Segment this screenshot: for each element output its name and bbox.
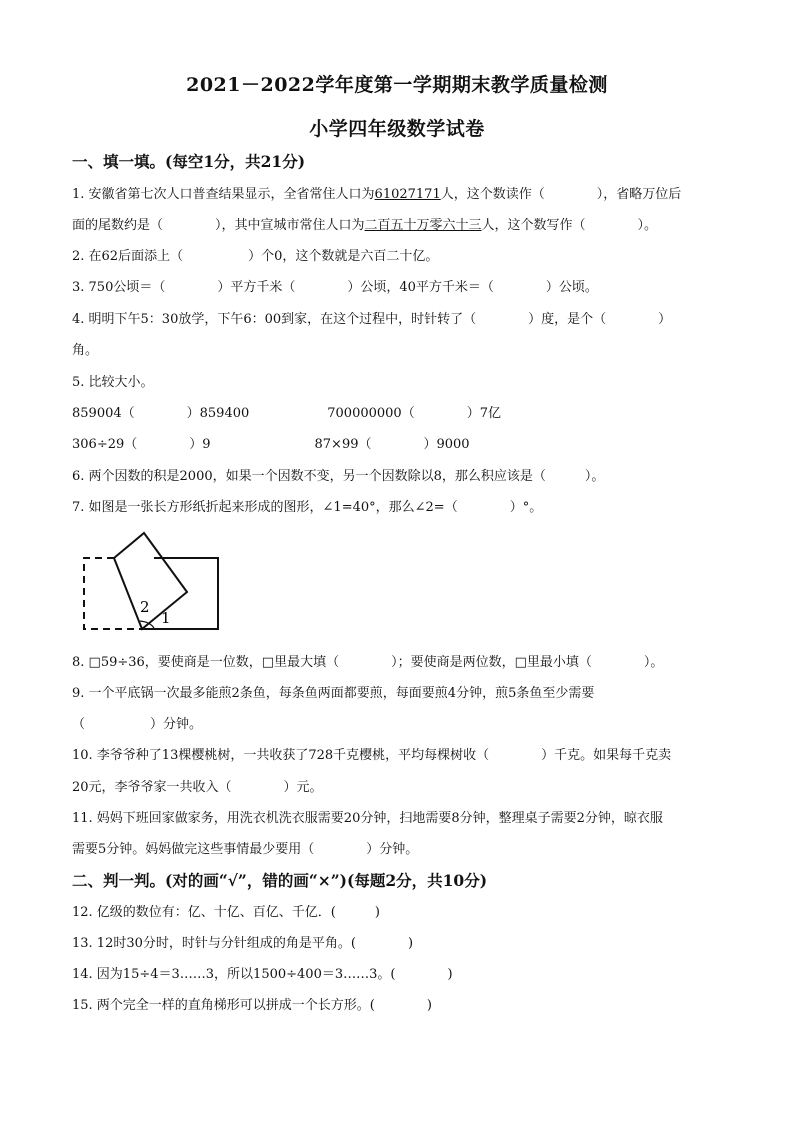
question-11-line-2: 需要5分钟。妈妈做完这些事情最少要用（ ）分钟。 [72,842,419,857]
section-1-heading: 一、填一填。(每空1分，共21分) [72,152,306,171]
question-4-line-2: 角。 [72,343,99,358]
question-8: 8. □59÷36，要使商是一位数，□里最大填（ ）；要使商是两位数，□里最小填（ ）。 [72,655,664,670]
question-4-line-1: 4. 明明下午5：30放学，下午6：00到家，在这个过程中，时针转了（ ）度，是个（ ） [72,312,672,327]
question-10-line-1: 10. 李爷爷种了13棵樱桃树，一共收获了728千克樱桃，平均每棵树收（ ）千克。如果每千克卖 [72,748,672,763]
question-2: 2. 在62后面添上（ ）个0，这个数就是六百二十亿。 [72,249,439,264]
exam-title: 2021－2022学年度第一学期期末教学质量检测 [186,74,608,96]
question-6: 6. 两个因数的积是2000，如果一个因数不变，另一个因数除以8，那么积应该是（ ）。 [72,469,605,484]
q1-text-b: 人，这个数读作（ ），省略万位后 [440,187,682,202]
question-12: 12. 亿级的数位有：亿、十亿、百亿、千亿．( ) [72,905,380,920]
figure-label-1: 1 [161,609,171,627]
figure-dashed-outline [84,558,142,629]
q1-population-number: 61027171 [374,187,441,202]
question-1-line-1 [72,183,681,202]
question-9-line-2: （ ）分钟。 [72,717,203,732]
question-9-line-1: 9. 一个平底锅一次最多能煎2条鱼，每条鱼两面都要煎，每面要煎4分钟，煎5条鱼至少需要 [72,686,595,701]
question-1-line-2 [72,214,657,233]
question-3: 3. 750公顷＝（ ）平方千米（ ）公顷，40平方千米＝（ ）公顷。 [72,280,598,295]
q1-text-d: 人，这个数写作（ ）。 [481,218,658,233]
question-5-heading: 5. 比较大小。 [72,375,154,390]
q1-text-a: 1. 安徽省第七次人口普查结果显示，全省常住人口为 [72,187,375,202]
question-11-line-1: 11. 妈妈下班回家做家务，用洗衣机洗衣服需要20分钟，扫地需要8分钟，整理桌子需要2分钟，晾衣服 [72,811,663,826]
q1-population-words: 二百五十万零六十三 [364,218,482,233]
question-10-line-2: 20元，李爷爷家一共收入（ ）元。 [72,780,323,795]
figure-folded-flap [114,533,187,629]
q1-text-c: 面的尾数约是（ ），其中宣城市常住人口为 [72,218,365,233]
question-5-row-2: 306÷29（ ）9 87×99（ ）9000 [72,437,470,452]
exam-subtitle: 小学四年级数学试卷 [309,118,485,140]
question-14: 14. 因为15÷4＝3……3，所以1500÷400＝3……3。( ) [72,967,453,982]
folded-paper-figure [76,530,226,632]
question-7: 7. 如图是一张长方形纸折起来形成的图形，∠1=40°，那么∠2=（ ）°。 [72,500,543,515]
question-15: 15. 两个完全一样的直角梯形可以拼成一个长方形。( ) [72,998,432,1013]
question-5-row-1: 859004（ ）859400 700000000（ ）7亿 [72,406,501,421]
figure-label-2: 2 [140,598,150,616]
question-13: 13. 12时30分时，时针与分针组成的角是平角。( ) [72,936,414,951]
section-2-heading: 二、判一判。(对的画“√”，错的画“×”)(每题2分，共10分) [72,871,488,890]
